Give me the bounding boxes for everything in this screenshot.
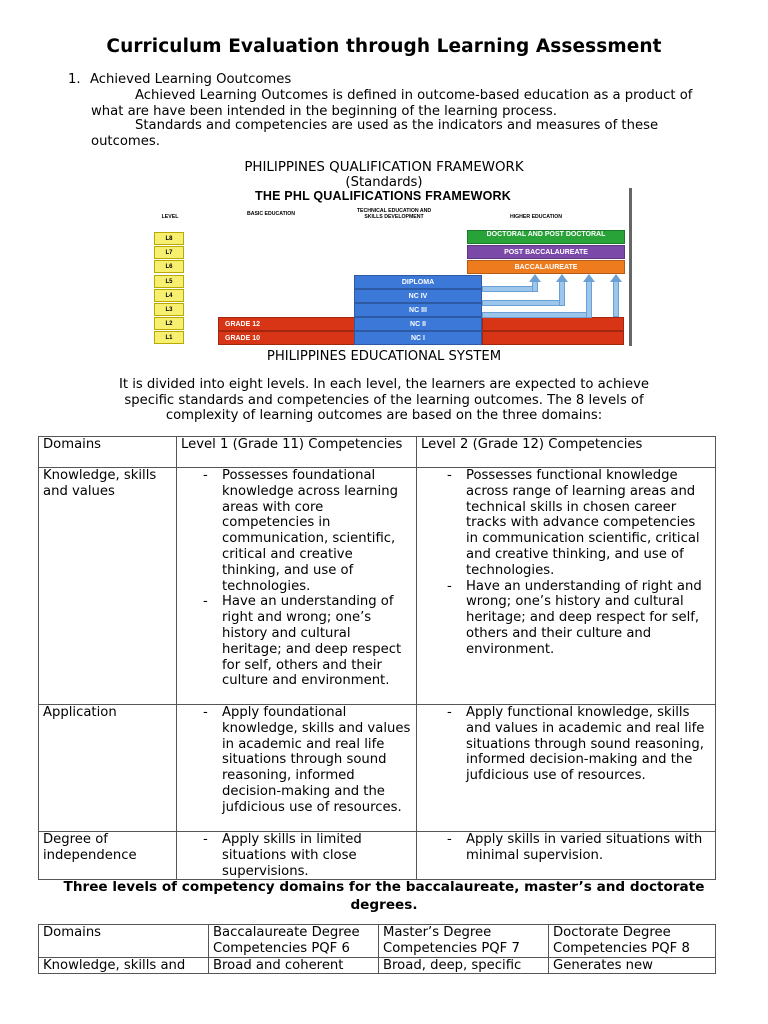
qualifications-framework-figure <box>136 188 634 346</box>
arrow-head-2 <box>556 274 568 282</box>
bar-grade-12: GRADE 12 <box>218 317 355 331</box>
table-cell <box>177 468 417 705</box>
level-l7: L7 <box>154 246 184 259</box>
arrow-head-3 <box>583 274 595 282</box>
level-l1: L1 <box>154 331 184 344</box>
section-heading-text: Achieved Learning Ooutcomes <box>90 72 292 87</box>
col-head-tech: TECHNICAL EDUCATION AND SKILLS DEVELOPMENT <box>356 208 432 220</box>
level-l8: L8 <box>154 232 184 245</box>
list-item: - Apply skills in varied situations with minimal supervision. <box>421 832 711 864</box>
list-item: - Apply functional knowledge, skills and values in academic and real life situations through sound reasoning, informed decision-making and the jufdicious use of resources. <box>421 705 711 784</box>
level-l4: L4 <box>154 289 184 302</box>
table-cell <box>417 468 716 705</box>
bar-nc-iv: NC IV <box>354 289 482 303</box>
list-item: - Apply skills in limited situations with close supervisions. <box>177 832 412 879</box>
table-header-cell: Level 1 (Grade 11) Competencies <box>177 437 417 468</box>
arrow-head-4 <box>610 274 622 282</box>
table-header-cell: Level 2 (Grade 12) Competencies <box>417 437 716 468</box>
table-cell-domain: Degree of independence <box>39 832 177 880</box>
paragraph-definition <box>91 88 709 120</box>
bar-higher-base-2 <box>482 331 624 345</box>
table-cell: Broad and coherent <box>209 957 379 974</box>
arrow-link-1 <box>482 286 535 292</box>
list-item: - Apply foundational knowledge, skills and values in academic and real life situations through sound reasoning, informed decision-making and the jufdicious use of resources. <box>177 705 412 816</box>
list-item: - Possesses foundational knowledge across learning areas with core competencies in communication, scientific, critical and creative thinking, and use of technologies. <box>177 468 412 594</box>
table-cell: Knowledge, skills and <box>39 957 209 974</box>
figure-caption: PHILIPPINES EDUCATIONAL SYSTEM <box>266 349 502 364</box>
col-head-higher: HIGHER EDUCATION <box>509 214 563 220</box>
table-header-cell: Domains <box>39 925 209 958</box>
level-l6: L6 <box>154 260 184 273</box>
section-heading <box>68 72 291 88</box>
arrow-link-2 <box>482 300 562 306</box>
table-row <box>39 832 716 880</box>
level-l2: L2 <box>154 317 184 330</box>
table-row <box>39 957 716 974</box>
table-header-cell: Master’s Degree Competencies PQF 7 <box>379 925 549 958</box>
table-row <box>39 468 716 705</box>
intro-line-1: It is divided into eight levels. In each level, the learners are expected to achieve <box>118 377 650 392</box>
col-head-level: LEVEL <box>161 214 179 220</box>
paragraph-standards-text: Standards and competencies are used as the indicators and measures of these outcomes. <box>91 118 659 149</box>
degree-competency-subtitle-text: Three levels of competency domains for the baccalaureate, master’s and doctorate degrees. <box>63 879 705 913</box>
level-l5: L5 <box>154 275 184 288</box>
table-cell-domain: Knowledge, skills and values <box>39 468 177 705</box>
arrow-head-1 <box>529 274 541 282</box>
table-row <box>39 705 716 832</box>
bar-nc-iii: NC III <box>354 303 482 317</box>
table-cell-domain: Application <box>39 705 177 832</box>
table-cell <box>417 832 716 880</box>
figure-border-rail <box>629 188 632 346</box>
paragraph-standards <box>91 118 696 150</box>
arrow-link-3 <box>482 312 589 318</box>
table-cell <box>417 705 716 832</box>
list-item: - Have an understanding of right and wrong; one’s history and cultural heritage; and deep respect for self, others and their culture and environment. <box>177 594 412 689</box>
section-number: 1. <box>68 72 81 87</box>
bar-baccalaureate: BACCALAUREATE <box>467 260 625 274</box>
list-item: - Have an understanding of right and wrong; one’s history and cultural heritage; and deep respect for self, others and their culture and environment. <box>421 579 711 658</box>
table-cell <box>177 832 417 880</box>
bar-diploma: DIPLOMA <box>354 275 482 289</box>
list-item: - Possesses functional knowledge across range of learning areas and technical skills in chosen career tracks with advance competencies in communication scientific, critical and creative thinking, and use of technologies. <box>421 468 711 579</box>
paragraph-definition-text: Achieved Learning Outcomes is defined in outcome-based education as a product of what are have been intended in the beginning of the learning process. <box>91 88 693 119</box>
table-header-cell: Domains <box>39 437 177 468</box>
col-head-basic: BASIC EDUCATION <box>246 211 296 217</box>
intro-line-2: specific standards and competencies of the learning outcomes. The 8 levels of <box>124 393 644 408</box>
competency-table-grade <box>38 436 716 880</box>
bar-grade-10: GRADE 10 <box>218 331 355 345</box>
figure-subheading: (Standards) <box>345 175 423 190</box>
arrow-up-3 <box>586 280 592 318</box>
framework-inner-title: THE PHL QUALIFICATIONS FRAMEWORK <box>255 189 511 203</box>
figure-heading: PHILIPPINES QUALIFICATION FRAMEWORK <box>244 160 524 175</box>
table-header-row <box>39 925 716 958</box>
degree-competency-subtitle <box>0 878 768 914</box>
intro-line-3: complexity of learning outcomes are based on the three domains: <box>165 408 603 423</box>
table-header-cell: Baccalaureate Degree Competencies PQF 6 <box>209 925 379 958</box>
bar-nc-ii: NC II <box>354 317 482 331</box>
table-cell: Generates new <box>549 957 716 974</box>
arrow-up-2 <box>559 280 565 306</box>
bar-nc-i: NC I <box>354 331 482 345</box>
bar-doctoral: DOCTORAL AND POST DOCTORAL <box>467 230 625 244</box>
level-l3: L3 <box>154 303 184 316</box>
competency-table-degree <box>38 924 716 974</box>
bar-post-baccalaureate: POST BACCALAUREATE <box>467 245 625 259</box>
table-header-row <box>39 437 716 468</box>
table-header-cell: Doctorate Degree Competencies PQF 8 <box>549 925 716 958</box>
table-cell: Broad, deep, specific <box>379 957 549 974</box>
arrow-up-4 <box>613 280 619 317</box>
table-cell <box>177 705 417 832</box>
page-title: Curriculum Evaluation through Learning Assessment <box>106 36 662 57</box>
bar-higher-base-1 <box>482 317 624 331</box>
